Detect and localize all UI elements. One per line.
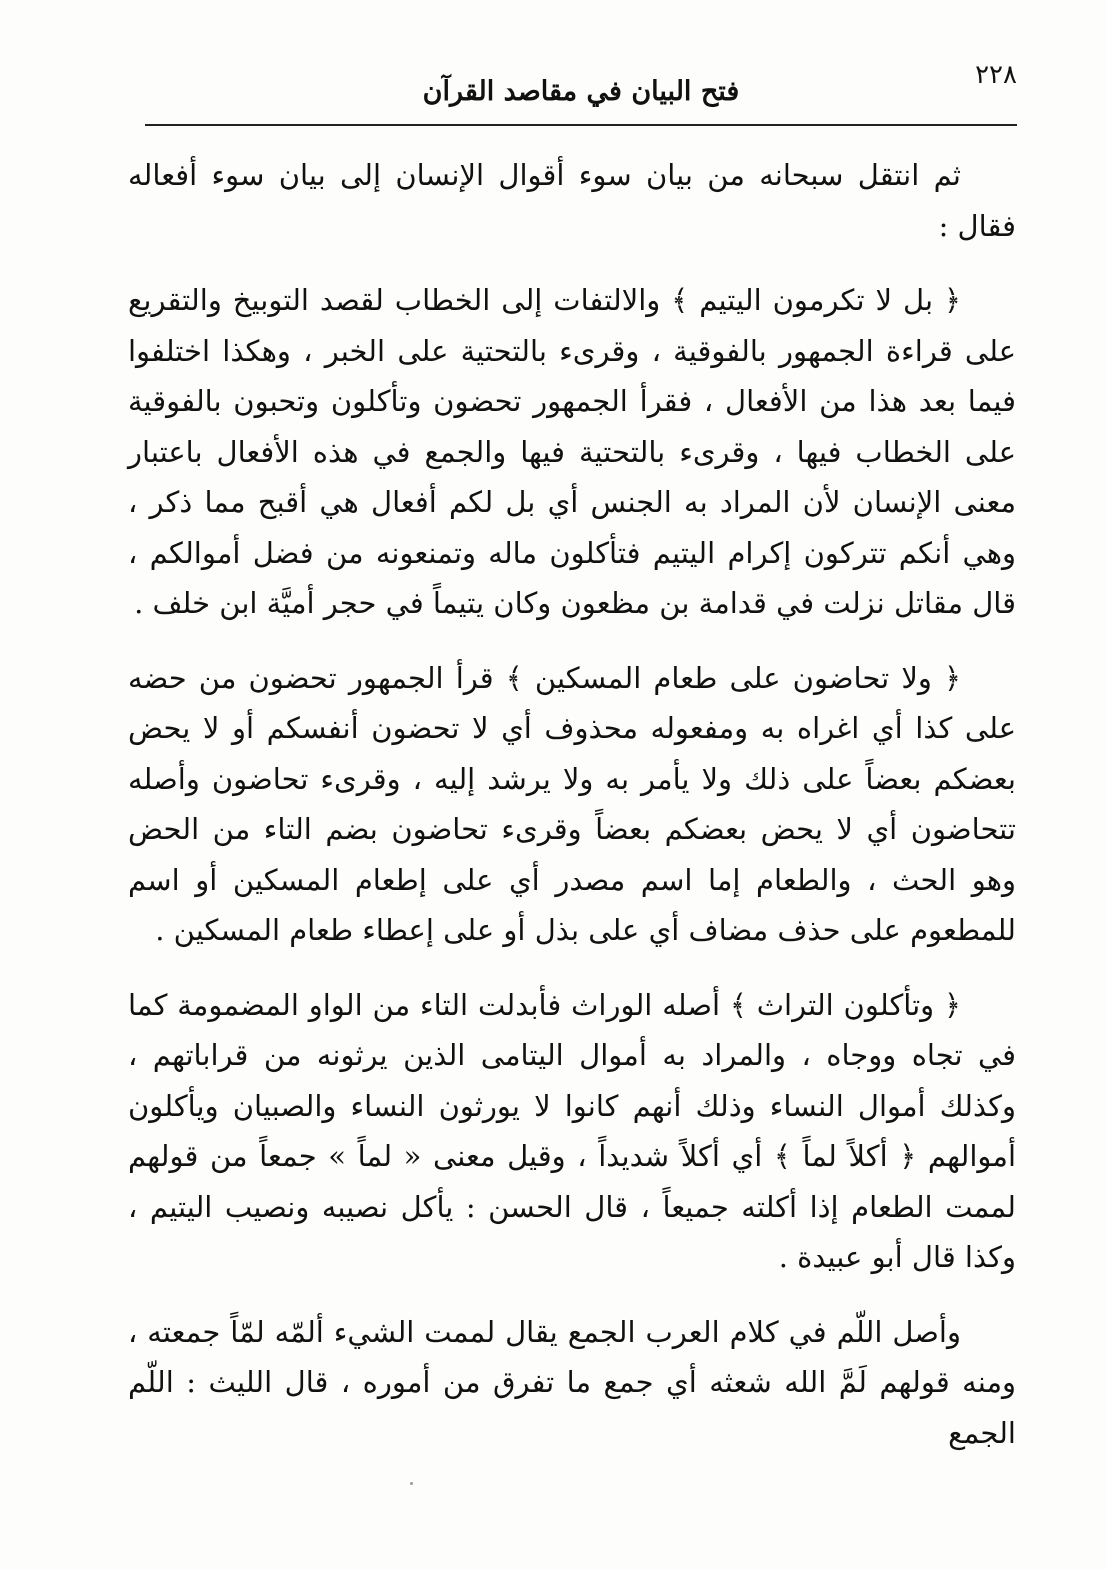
scan-speck (410, 1482, 413, 1485)
body-text (128, 150, 1016, 1458)
paragraph-inheritance: ﴿ وتأكلون التراث ﴾ أصله الوراث فأبدلت التاء من الواو المضمومة كما في تجاه ووجاه ، والمراد به أموال اليتامى الذين يرثونه من قراباتهم ، وكذلك أموال النساء وذلك أنهم كانوا لا يورثون النساء والصبيان ويأكلون أموالهم ﴿ أكلاً لماً ﴾ أي أكلاً شديداً ، وقيل معنى « لماً » جمعاً من قولهم لممت الطعام إذا أكلته جميعاً ، قال الحسن : يأكل نصيبه ونصيب اليتيم ، وكذا قال أبو عبيدة . (128, 987, 1016, 1274)
paragraph-intro: ثم انتقل سبحانه من بيان سوء أقوال الإنسان إلى بيان سوء أفعاله فقال : (128, 158, 1016, 243)
running-title: فتح البيان في مقاصد القرآن (422, 76, 740, 107)
page-header (145, 58, 1017, 126)
page-number: ٢٢٨ (975, 60, 1017, 90)
paragraph-honoring-orphan: ﴿ بل لا تكرمون اليتيم ﴾ والالتفات إلى الخطاب لقصد التوبيخ والتقريع على قراءة الجمهور بالفوقية ، وقرىء بالتحتية على الخبر ، وهكذا اختلفوا فيما بعد هذا من الأفعال ، فقرأ الجمهور تحضون وتأكلون وتحبون بالفوقية على الخطاب فيها ، وقرىء بالتحتية فيها والجمع في هذه الأفعال باعتبار معنى الإنسان لأن المراد به الجنس أي بل لكم أفعال هي أقبح مما ذكر ، وهي أنكم تتركون إكرام اليتيم فتأكلون ماله وتمنعونه من فضل أموالكم ، قال مقاتل نزلت في قدامة بن مظعون وكان يتيماً في حجر أميَّة ابن خلف . (128, 283, 1016, 620)
paragraph-lamm-meaning: وأصل اللّم في كلام العرب الجمع يقال لممت الشيء ألمّه لمّاً جمعته ، ومنه قولهم لَمَّ الله شعثه أي جمع ما تفرق من أموره ، قال الليث : اللّم الجمع (128, 1314, 1016, 1450)
paragraph-feeding-poor: ﴿ ولا تحاضون على طعام المسكين ﴾ قرأ الجمهور تحضون من حضه على كذا أي اغراه به ومفعوله محذوف أي لا تحضون أنفسكم أو لا يحض بعضكم بعضاً على ذلك ولا يأمر به ولا يرشد إليه ، وقرىء تحاضون وأصله تتحاضون أي لا يحض بعضكم بعضاً وقرىء تحاضون بضم التاء من الحض وهو الحث ، والطعام إما اسم مصدر أي على إطعام المسكين أو اسم للمطعوم على حذف مضاف أي على بذل أو على إعطاء طعام المسكين . (128, 660, 1016, 947)
